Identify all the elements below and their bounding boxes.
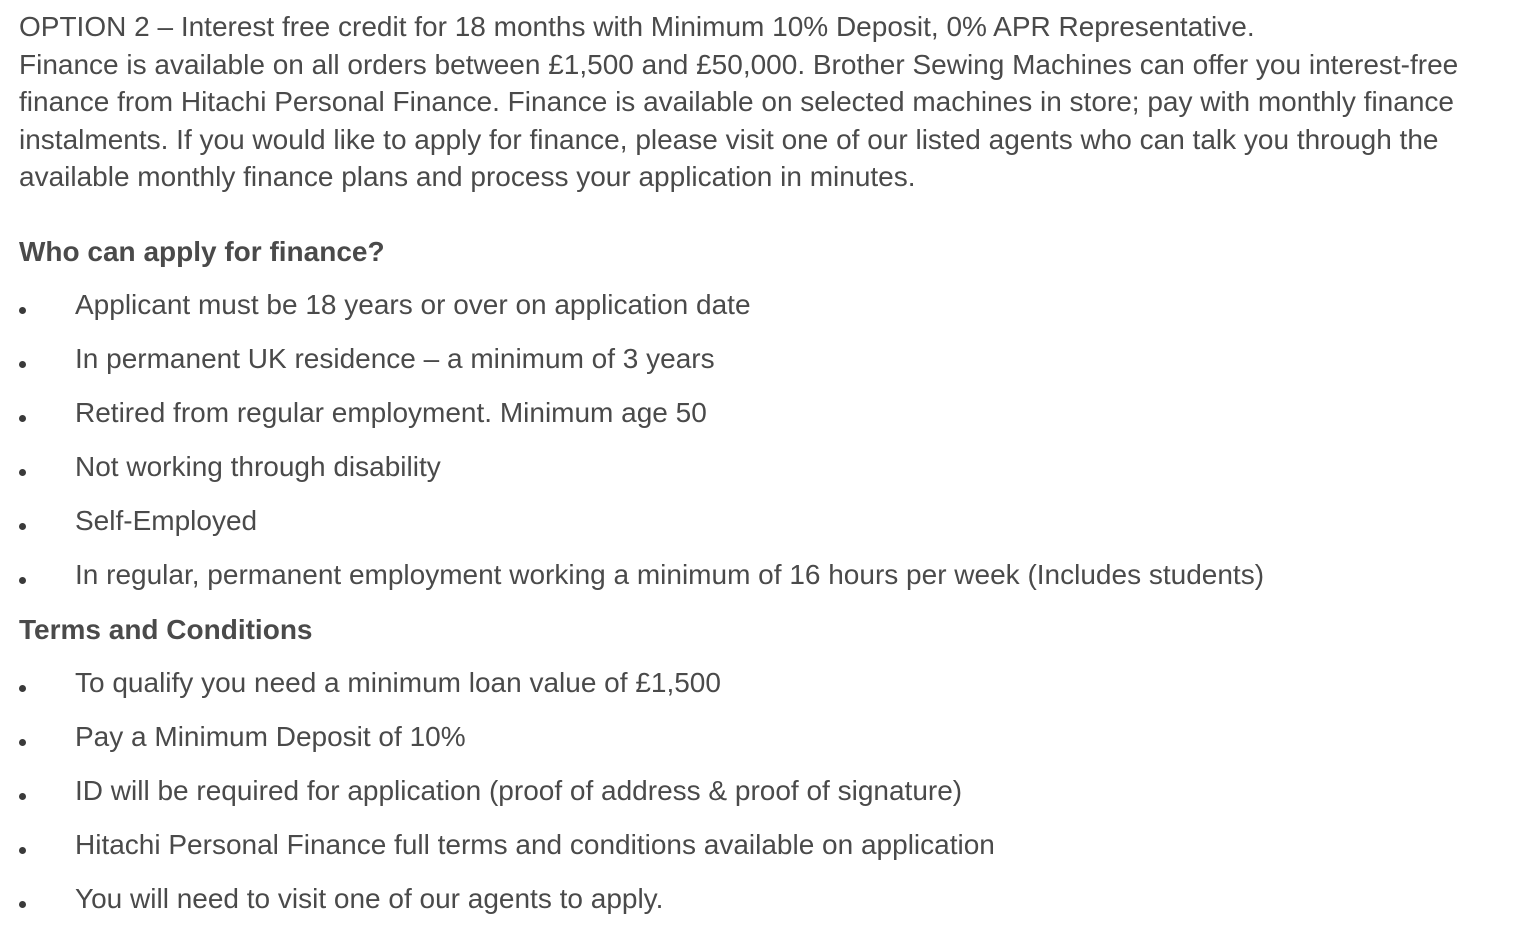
list-item-text: Applicant must be 18 years or over on application date xyxy=(75,288,751,320)
bullet-icon xyxy=(19,307,26,314)
list-item-text: In regular, permanent employment working a minimum of 16 hours per week (Includes students) xyxy=(75,558,1265,590)
eligibility-list xyxy=(19,287,1521,593)
list-item xyxy=(19,503,1521,539)
list-item xyxy=(19,449,1521,485)
list-item-text: You will need to visit one of our agents to apply. xyxy=(75,882,664,914)
bullet-icon xyxy=(19,577,26,584)
intro-text xyxy=(19,8,1521,196)
list-item-text: Not working through disability xyxy=(75,450,441,482)
list-item xyxy=(19,287,1521,323)
list-item-text: Retired from regular employment. Minimum age 50 xyxy=(75,396,707,428)
list-item xyxy=(19,827,1521,863)
list-item xyxy=(19,773,1521,809)
bullet-icon xyxy=(19,739,26,746)
bullet-icon xyxy=(19,793,26,800)
list-item xyxy=(19,341,1521,377)
bullet-icon xyxy=(19,847,26,854)
list-item xyxy=(19,557,1521,593)
list-item xyxy=(19,665,1521,701)
bullet-icon xyxy=(19,469,26,476)
list-item-text: Hitachi Personal Finance full terms and conditions available on application xyxy=(75,828,995,860)
list-item-text: ID will be required for application (proof of address & proof of signature) xyxy=(75,774,963,806)
bullet-icon xyxy=(19,361,26,368)
list-item xyxy=(19,719,1521,755)
terms-heading: Terms and Conditions xyxy=(19,613,313,645)
bullet-icon xyxy=(19,415,26,422)
list-item xyxy=(19,881,1521,917)
option-line: OPTION 2 – Interest free credit for 18 months with Minimum 10% Deposit, 0% APR Representative. xyxy=(19,11,1255,42)
list-item-text: To qualify you need a minimum loan value of £1,500 xyxy=(75,666,721,698)
terms-list xyxy=(19,665,1521,917)
intro-paragraph: Finance is available on all orders between £1,500 and £50,000. Brother Sewing Machines can offer you interest-free finance from Hitachi Personal Finance. Finance is available on selected machines in store; pay with monthly finance instalments. If you would like to apply for finance, please visit one of our listed agents who can talk you through the available monthly finance plans and process your application in minutes. xyxy=(19,48,1459,192)
list-item-text: Self-Employed xyxy=(75,504,258,536)
bullet-icon xyxy=(19,685,26,692)
bullet-icon xyxy=(19,523,26,530)
list-item xyxy=(19,395,1521,431)
list-item-text: In permanent UK residence – a minimum of 3 years xyxy=(75,342,715,374)
list-item-text: Pay a Minimum Deposit of 10% xyxy=(75,720,466,752)
bullet-icon xyxy=(19,901,26,908)
who-can-apply-heading: Who can apply for finance? xyxy=(19,235,385,267)
